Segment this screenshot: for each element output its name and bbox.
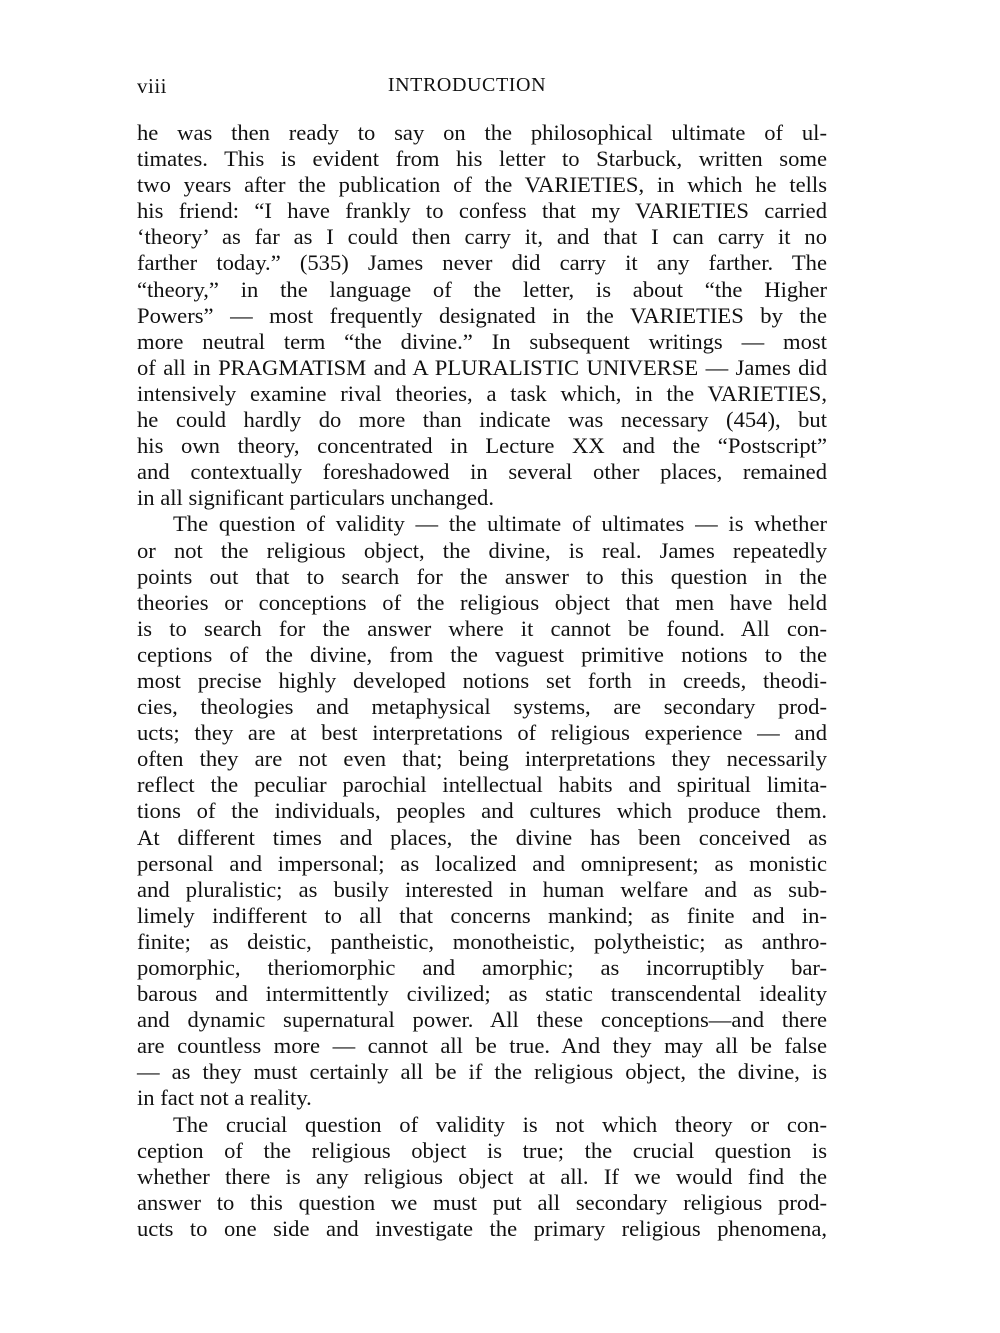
text-line: in all significant particulars unchanged.: [137, 485, 494, 511]
text-line: his own theory, concentrated in Lecture XX and the “Postscript”: [137, 433, 827, 459]
text-line: of all in PRAGMATISM and A PLURALISTIC UNIVERSE — James did: [137, 354, 827, 380]
text-line: At different times and places, the divine has been conceived as: [137, 824, 827, 850]
text-line: in fact not a reality.: [137, 1085, 312, 1111]
text-line: ception of the religious object is true; the crucial question is: [137, 1137, 827, 1163]
text-line: his friend: “I have frankly to confess that my VARIETIES carried: [137, 198, 827, 224]
text-line: ceptions of the divine, from the vaguest primitive notions to the: [137, 641, 827, 667]
text-line: barous and intermittently civilized; as static transcendental ideality: [137, 981, 827, 1007]
text-line: are countless more — cannot all be true. And they may all be false: [137, 1033, 827, 1059]
page-number: viii: [137, 74, 168, 98]
text-line: or not the religious object, the divine, is real. James repeatedly: [137, 537, 827, 563]
text-line: — as they must certainly all be if the religious object, the divine, is: [137, 1059, 827, 1085]
text-line: is to search for the answer where it cannot be found. All con-: [137, 615, 827, 641]
text-line: tions of the individuals, peoples and cultures which produce them.: [137, 798, 827, 824]
text-line: ‘theory’ as far as I could then carry it, and that I can carry it no: [137, 224, 827, 250]
text-line: he could hardly do more than indicate was necessary (454), but: [137, 407, 827, 433]
body-text: [137, 120, 827, 1242]
text-line: and pluralistic; as busily interested in human welfare and as sub-: [137, 876, 827, 902]
text-line: cies, theologies and metaphysical systems, are secondary prod-: [137, 694, 827, 720]
text-line: pomorphic, theriomorphic and amorphic; as incorruptibly bar-: [137, 955, 827, 980]
text-line: often they are not even that; being interpretations they necessarily: [137, 746, 827, 772]
text-line: personal and impersonal; as localized and omnipresent; as monistic: [137, 850, 827, 876]
text-line: limely indifferent to all that concerns mankind; as finite and in-: [137, 902, 827, 928]
text-line: and contextually foreshadowed in several other places, remained: [137, 459, 827, 485]
text-line: The crucial question of validity is not which theory or con-: [173, 1111, 827, 1137]
text-line: more neutral term “the divine.” In subsequent writings — most: [137, 328, 827, 354]
running-head: INTRODUCTION: [387, 74, 547, 96]
text-line: he was then ready to say on the philosophical ultimate of ul-: [137, 120, 827, 145]
text-line: Powers” — most frequently designated in the VARIETIES by the: [137, 302, 827, 328]
text-line: The question of validity — the ultimate of ultimates — is whether: [173, 511, 827, 537]
text-line: ucts; they are at best interpretations of religious experience — and: [137, 720, 827, 746]
page-header: [137, 74, 827, 104]
text-line: theories or conceptions of the religious object that men have held: [137, 589, 827, 615]
text-line: answer to this question we must put all secondary religious prod-: [137, 1189, 827, 1215]
text-line: reflect the peculiar parochial intellectual habits and spiritual limita-: [137, 772, 827, 798]
text-line: two years after the publication of the VARIETIES, in which he tells: [137, 172, 827, 198]
text-line: timates. This is evident from his letter to Starbuck, written some: [137, 146, 827, 172]
text-line: “theory,” in the language of the letter, is about “the Higher: [137, 276, 827, 302]
text-line: most precise highly developed notions set forth in creeds, theodi-: [137, 667, 827, 693]
text-line: intensively examine rival theories, a task which, in the VARIETIES,: [137, 380, 827, 406]
text-line: finite; as deistic, pantheistic, monotheistic, polytheistic; as anthro-: [137, 928, 827, 954]
text-line: farther today.” (535) James never did carry it any farther. The: [137, 250, 827, 276]
text-line: whether there is any religious object at all. If we would find the: [137, 1163, 827, 1189]
text-line: ucts to one side and investigate the primary religious phenomena,: [137, 1215, 827, 1241]
text-line: and dynamic supernatural power. All these conceptions—and there: [137, 1007, 827, 1033]
text-line: points out that to search for the answer to this question in the: [137, 563, 827, 589]
